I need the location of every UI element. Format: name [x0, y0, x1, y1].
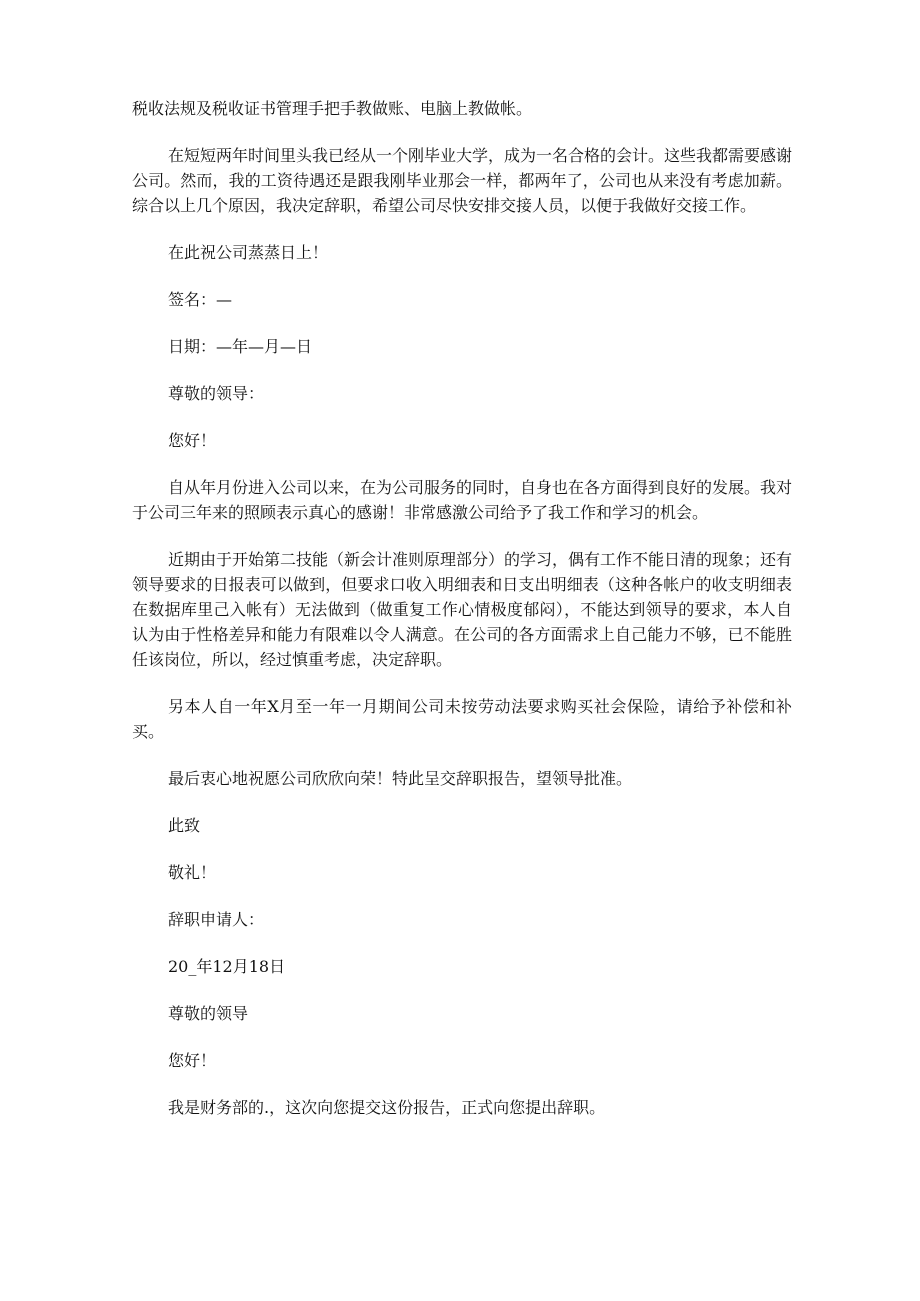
paragraph-intro: 自从年月份进入公司以来，在为公司服务的同时，自身也在各方面得到良好的发展。我对于公司三年来的照顾表示真心的感谢！非常感激公司给予了我工作和学习的机会。 — [132, 478, 793, 522]
applicant-line: 辞职申请人： — [168, 910, 265, 929]
paragraph-2: 在短短两年时间里头我已经从一个刚毕业大学，成为一名合格的会计。这些我都需要感谢公司。然而，我的工资待遇还是跟我刚毕业那会一样，都两年了，公司也从来没有考虑加薪。综合以上几个原因，我决定辞职，希望公司尽快安排交接人员，以便于我做好交接工作。 — [132, 146, 793, 215]
signature-line: 签名：— — [168, 290, 233, 309]
date-line: 日期：—年—月—日 — [168, 337, 313, 356]
closing-phrase: 此致 — [168, 816, 201, 835]
paragraph-last: 我是财务部的.，这次向您提交这份报告，正式向您提出辞职。 — [168, 1098, 606, 1117]
salutation: 尊敬的领导： — [168, 384, 265, 403]
greeting-2: 您好！ — [168, 1051, 217, 1070]
paragraph-reason: 近期由于开始第二技能（新会计准则原理部分）的学习，偶有工作不能日清的现象；还有领导要求的日报表可以做到，但要求口收入明细表和日支出明细表（这种各帐户的收支明细表在数据库里己入帐有）无法做到（做重复工作心情极度郁闷），不能达到领导的要求，本人自认为由于性格差异和能力有限难以令人满意。在公司的各方面需求上自己能力不够，已不能胜任该岗位，所以，经过慎重考虑，决定辞职。 — [132, 550, 793, 669]
document-page — [132, 96, 792, 1120]
salutation-2: 尊敬的领导 — [168, 1004, 249, 1023]
greeting: 您好！ — [168, 431, 217, 450]
paragraph-insurance: 另本人自一年X月至一年一月期间公司未按劳动法要求购买社会保险，请给予补偿和补买。 — [132, 697, 792, 741]
regards: 敬礼！ — [168, 863, 217, 882]
paragraph-final-wish: 最后衷心地祝愿公司欣欣向荣！特此呈交辞职报告，望领导批准。 — [168, 769, 633, 788]
letter-date: 20_年12月18日 — [168, 957, 286, 976]
closing-wish: 在此祝公司蒸蒸日上！ — [168, 243, 329, 262]
paragraph-1: 税收法规及税收证书管理手把手教做账、电脑上教做帐。 — [132, 99, 533, 118]
